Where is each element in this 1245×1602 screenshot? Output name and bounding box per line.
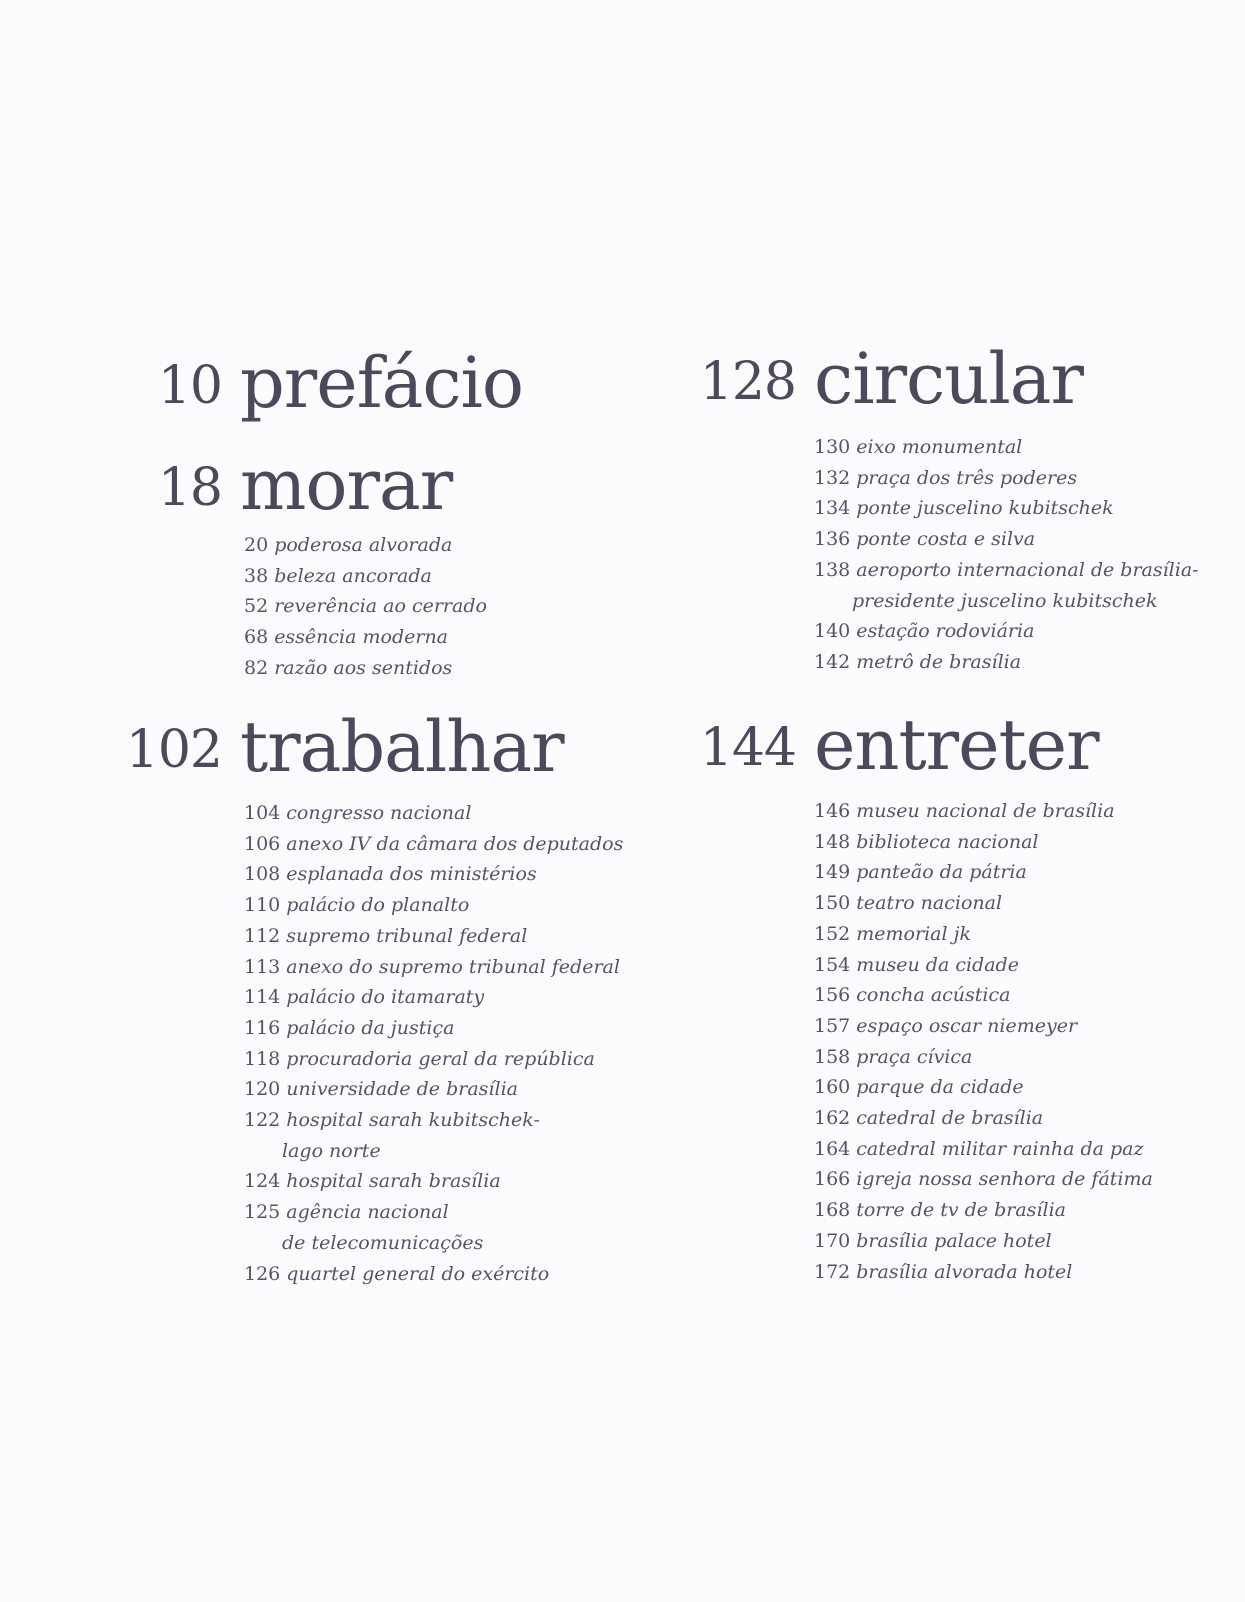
toc-entry: [244, 890, 704, 921]
entry-title: anexo IV da câmara dos deputados: [286, 832, 624, 855]
entry-title: esplanada dos ministérios: [286, 863, 537, 886]
entry-title: congresso nacional: [286, 802, 472, 824]
toc-entry: [814, 950, 1245, 981]
entry-page-number: 113: [244, 955, 281, 978]
section-page-number: 144: [699, 718, 796, 778]
section-page-number: 18: [157, 458, 222, 518]
section-page-number: 102: [125, 720, 222, 780]
toc-entry: [814, 919, 1245, 950]
entry-title: supremo tribunal federal: [286, 924, 528, 947]
entry-title-continuation: lago norte: [282, 1139, 381, 1162]
section-title: circular: [814, 338, 1083, 420]
toc-entry: [244, 1013, 704, 1044]
entry-page-number: 134: [814, 497, 851, 520]
entry-page-number: 114: [244, 986, 281, 1009]
section-heading: [120, 342, 660, 424]
toc-entry: [814, 1134, 1245, 1165]
entry-page-number: 158: [814, 1045, 851, 1068]
entry-title: catedral militar rainha da paz: [856, 1137, 1144, 1160]
entry-title: memorial jk: [856, 922, 971, 945]
entry-title: hospital sarah kubitschek-: [286, 1109, 540, 1132]
toc-entry: [814, 1042, 1245, 1073]
toc-entry: [814, 463, 1245, 494]
toc-entry: [814, 796, 1245, 827]
toc-entry: [244, 1074, 704, 1105]
entry-page-number: 20: [244, 534, 269, 556]
toc-entry: [814, 432, 1245, 463]
toc-entry: [814, 524, 1245, 555]
toc-entry: [244, 530, 704, 561]
entry-title: biblioteca nacional: [856, 830, 1039, 853]
toc-entry: [814, 1103, 1245, 1134]
toc-entry: [244, 653, 704, 684]
entry-title: eixo monumental: [856, 436, 1023, 458]
entry-page-number: 138: [814, 558, 851, 581]
entry-page-number: 142: [814, 650, 851, 673]
entry-page-number: 120: [244, 1078, 281, 1101]
entry-title: praça cívica: [856, 1045, 973, 1068]
entry-title: beleza ancorada: [274, 564, 432, 587]
entry-title-continuation: presidente juscelino kubitschek: [852, 589, 1158, 612]
entry-title: palácio do itamaraty: [286, 986, 485, 1009]
entry-title: reverência ao cerrado: [274, 595, 487, 618]
entry-page-number: 104: [244, 802, 281, 824]
toc-entry: [814, 616, 1245, 647]
entry-page-number: 164: [814, 1137, 851, 1160]
entry-title: torre de tv de brasília: [856, 1199, 1066, 1222]
entry-page-number: 112: [244, 924, 281, 947]
toc-entry: [814, 555, 1245, 616]
entry-title: praça dos três poderes: [856, 466, 1078, 489]
entry-page-number: 156: [814, 984, 851, 1007]
toc-entry: [244, 921, 704, 952]
entry-title: igreja nossa senhora de fátima: [856, 1168, 1153, 1191]
entry-page-number: 162: [814, 1107, 851, 1130]
toc-entry: [814, 1226, 1245, 1257]
entry-title: razão aos sentidos: [274, 656, 453, 679]
entry-page-number: 132: [814, 466, 851, 489]
section-heading: [690, 704, 1230, 786]
entry-title: metrô de brasília: [856, 650, 1022, 673]
toc-entry: [814, 1257, 1245, 1288]
entry-page-number: 106: [244, 832, 281, 855]
entry-page-number: 157: [814, 1014, 851, 1037]
entry-title: catedral de brasília: [856, 1107, 1044, 1130]
entry-title: espaço oscar niemeyer: [856, 1014, 1078, 1037]
entry-title: museu nacional de brasília: [856, 800, 1115, 822]
entry-title: brasília alvorada hotel: [856, 1260, 1073, 1283]
toc-entry: [244, 1259, 704, 1290]
entry-page-number: 149: [814, 861, 851, 884]
entry-page-number: 146: [814, 800, 851, 822]
toc-entry: [244, 1044, 704, 1075]
entry-title: brasília palace hotel: [856, 1229, 1052, 1252]
entry-list: [244, 798, 704, 1289]
entry-page-number: 52: [244, 595, 269, 618]
entry-title: ponte juscelino kubitschek: [856, 497, 1114, 520]
entry-list: [814, 432, 1245, 678]
entry-page-number: 126: [244, 1262, 281, 1285]
entry-title: hospital sarah brasília: [286, 1170, 501, 1193]
entry-title: panteão da pátria: [856, 861, 1027, 884]
entry-page-number: 108: [244, 863, 281, 886]
entry-title: museu da cidade: [856, 953, 1019, 976]
toc-entry: [244, 952, 704, 983]
entry-page-number: 38: [244, 564, 269, 587]
section-heading: [120, 706, 660, 788]
entry-list: [814, 796, 1245, 1287]
entry-title: estação rodoviária: [856, 620, 1035, 643]
entry-page-number: 160: [814, 1076, 851, 1099]
section-page-number: 128: [699, 352, 796, 412]
toc-entry: [814, 1195, 1245, 1226]
entry-page-number: 124: [244, 1170, 281, 1193]
toc-entry: [814, 980, 1245, 1011]
entry-page-number: 152: [814, 922, 851, 945]
toc-entry: [814, 493, 1245, 524]
section-morar: [120, 444, 660, 679]
entry-title: ponte costa e silva: [856, 528, 1036, 551]
toc-entry: [814, 857, 1245, 888]
section-title: morar: [240, 444, 453, 526]
entry-title: universidade de brasília: [286, 1078, 518, 1101]
entry-title: palácio da justiça: [286, 1016, 455, 1039]
section-page-number: 10: [157, 356, 222, 416]
section-title: trabalhar: [240, 706, 564, 788]
section-trabalhar: [120, 706, 660, 1285]
entry-title: palácio do planalto: [286, 894, 470, 917]
section-circular: [690, 338, 1230, 673]
entry-page-number: 154: [814, 953, 851, 976]
section-title: entreter: [814, 704, 1099, 786]
toc-entry: [814, 888, 1245, 919]
toc-entry: [244, 798, 704, 829]
entry-title: concha acústica: [856, 984, 1011, 1007]
toc-entry: [244, 1105, 704, 1166]
toc-entry: [244, 859, 704, 890]
toc-entry: [814, 1072, 1245, 1103]
entry-title: essência moderna: [274, 626, 449, 649]
toc-entry: [244, 622, 704, 653]
entry-page-number: 68: [244, 626, 269, 649]
entry-title: parque da cidade: [856, 1076, 1024, 1099]
section-prefacio: [120, 342, 660, 424]
section-title: prefácio: [240, 342, 524, 424]
toc-entry: [814, 1011, 1245, 1042]
entry-page-number: 140: [814, 620, 851, 643]
section-heading: [690, 338, 1230, 420]
toc-entry: [814, 827, 1245, 858]
entry-page-number: 166: [814, 1168, 851, 1191]
entry-title: poderosa alvorada: [274, 534, 453, 556]
entry-title: anexo do supremo tribunal federal: [286, 955, 620, 978]
entry-page-number: 82: [244, 656, 269, 679]
toc-entry: [814, 647, 1245, 678]
entry-page-number: 110: [244, 894, 281, 917]
entry-page-number: 172: [814, 1260, 851, 1283]
entry-page-number: 130: [814, 436, 851, 458]
entry-page-number: 148: [814, 830, 851, 853]
entry-title: procuradoria geral da república: [286, 1047, 595, 1070]
toc-entry: [244, 561, 704, 592]
toc-entry: [244, 591, 704, 622]
entry-list: [244, 530, 704, 684]
entry-page-number: 150: [814, 892, 851, 915]
entry-page-number: 122: [244, 1109, 281, 1132]
entry-title: agência nacional: [286, 1201, 449, 1224]
entry-page-number: 136: [814, 528, 851, 551]
entry-title: quartel general do exército: [286, 1262, 550, 1285]
entry-page-number: 118: [244, 1047, 281, 1070]
entry-page-number: 170: [814, 1229, 851, 1252]
entry-page-number: 125: [244, 1201, 281, 1224]
section-entreter: [690, 704, 1230, 1283]
toc-entry: [244, 1166, 704, 1197]
toc-entry: [244, 829, 704, 860]
entry-page-number: 116: [244, 1016, 281, 1039]
entry-title: aeroporto internacional de brasília-: [856, 558, 1199, 581]
entry-page-number: 168: [814, 1199, 851, 1222]
toc-entry: [244, 982, 704, 1013]
entry-title: teatro nacional: [856, 892, 1003, 915]
entry-title-continuation: de telecomunicações: [282, 1231, 484, 1254]
section-heading: [120, 444, 660, 526]
toc-entry: [244, 1197, 704, 1258]
toc-entry: [814, 1164, 1245, 1195]
